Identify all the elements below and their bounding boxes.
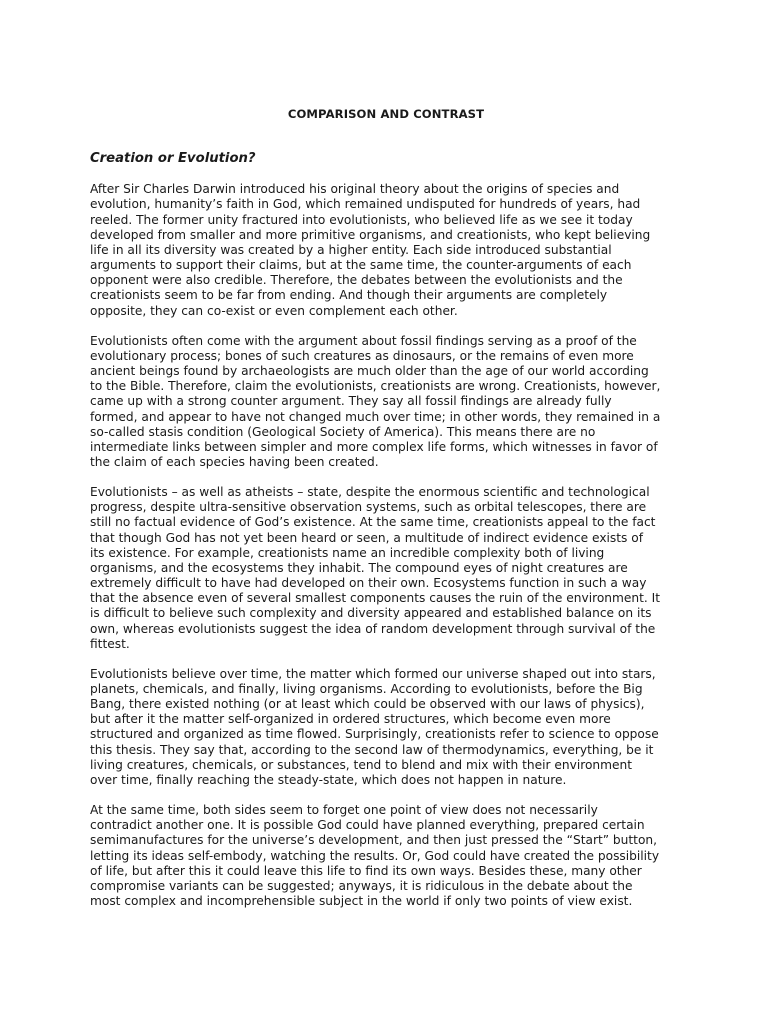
paragraph-5 [90,803,682,909]
document-title: COMPARISON AND CONTRAST [287,107,485,121]
paragraph-2 [90,334,682,470]
text-line: Bang, there existed nothing (or at least which could be observed with our laws of physics), [90,697,645,712]
text-line: own, whereas evolutionists suggest the idea of random development through survival of the [90,621,656,636]
text-line: Evolutionists – as well as atheists – state, despite the enormous scientific and technological [90,485,650,500]
text-line: Evolutionists often come with the argument about fossil findings serving as a proof of the [90,333,637,348]
text-line: At the same time, both sides seem to forget one point of view does not necessarily [90,803,598,818]
text-line: of life, but after this it could leave this life to find its own ways. Besides these, many other [90,863,642,878]
text-line: came up with a strong counter argument. They say all fossil findings are already fully [90,394,612,409]
text-line: that though God has not yet been heard or seen, a multitude of indirect evidence exists of [90,530,644,545]
text-line: so-called stasis condition (Geological Society of America). This means there are no [90,424,596,439]
text-line: most complex and incomprehensible subject in the world if only two points of view exist. [90,894,633,909]
text-line: evolutionary process; bones of such creatures as dinosaurs, or the remains of even more [90,348,634,363]
text-line: living creatures, chemicals, or substances, tend to blend and mix with their environment [90,757,633,772]
text-line: contradict another one. It is possible God could have planned everything, prepared certain [90,818,645,833]
text-line: is difficult to believe such complexity and diversity appeared and established balance on its [90,606,652,621]
text-line: the claim of each species having been created. [90,454,379,469]
text-line: developed from smaller and more primitive organisms, and creationists, who kept believing [90,227,651,242]
text-line: Evolutionists believe over time, the matter which formed our universe shaped out into stars, [90,666,656,681]
text-line: opposite, they can co-exist or even complement each other. [90,303,458,318]
text-line: its existence. For example, creationists name an incredible complexity both of living [90,545,605,560]
document-subtitle: Creation or Evolution? [90,151,256,167]
text-line: to the Bible. Therefore, claim the evolutionists, creationists are wrong. Creationists, however, [90,379,661,394]
text-line: planets, chemicals, and finally, living organisms. According to evolutionists, before the Big [90,682,643,696]
text-line: After Sir Charles Darwin introduced his original theory about the origins of species and [90,182,620,197]
text-line: still no factual evidence of God’s existence. At the same time, creationists appeal to the fact [90,515,656,530]
text-line: semimanufactures for the universe’s development, and then just pressed the “Start” button, [90,833,657,848]
paragraph-4 [90,667,682,788]
text-line: structured and organized as time flowed. Surprisingly, creationists refer to science to oppose [90,727,659,742]
text-line: letting its ideas self-embody, watching the results. Or, God could have created the possibility [90,848,660,863]
paragraph-1 [90,182,682,318]
text-line: but after it the matter self-organized in ordered structures, which become even more [90,712,611,727]
text-line: creationists seem to be far from ending. And though their arguments are completely [90,288,608,303]
text-line: arguments to support their claims, but at the same time, the counter-arguments of each [90,258,632,273]
text-line: over time, finally reaching the steady-state, which does not happen in nature. [90,772,567,787]
text-line: organisms, and the ecosystems they inhabit. The compound eyes of night creatures are [90,560,628,575]
text-line: this thesis. They say that, according to the second law of thermodynamics, everything, be it [90,742,654,757]
text-line: that the absence even of several smallest components causes the ruin of the environment. It [90,591,661,606]
text-line: compromise variants can be suggested; anyways, it is ridiculous in the debate about the [90,878,633,893]
text-line: opponent were also credible. Therefore, the debates between the evolutionists and the [90,273,623,288]
text-line: life in all its diversity was created by a higher entity. Each side introduced substantial [90,242,612,257]
text-line: evolution, humanity’s faith in God, which remained undisputed for hundreds of years, had [90,197,641,212]
text-line: extremely difficult to have had developed on their own. Ecosystems function in such a way [90,576,647,591]
text-line: progress, despite ultra-sensitive observation systems, such as orbital telescopes, there are [90,500,647,515]
text-line: ancient beings found by archaeologists are much older than the age of our world according [90,364,649,379]
text-line: fittest. [90,636,130,651]
paragraph-3 [90,485,682,652]
text-line: intermediate links between simpler and more complex life forms, which witnesses in favor of [90,439,658,454]
text-line: reeled. The former unity fractured into evolutionists, who believed life as we see it today [90,212,633,227]
text-line: formed, and appear to have not changed much over time; in other words, they remained in a [90,409,661,424]
document-body [90,107,682,924]
